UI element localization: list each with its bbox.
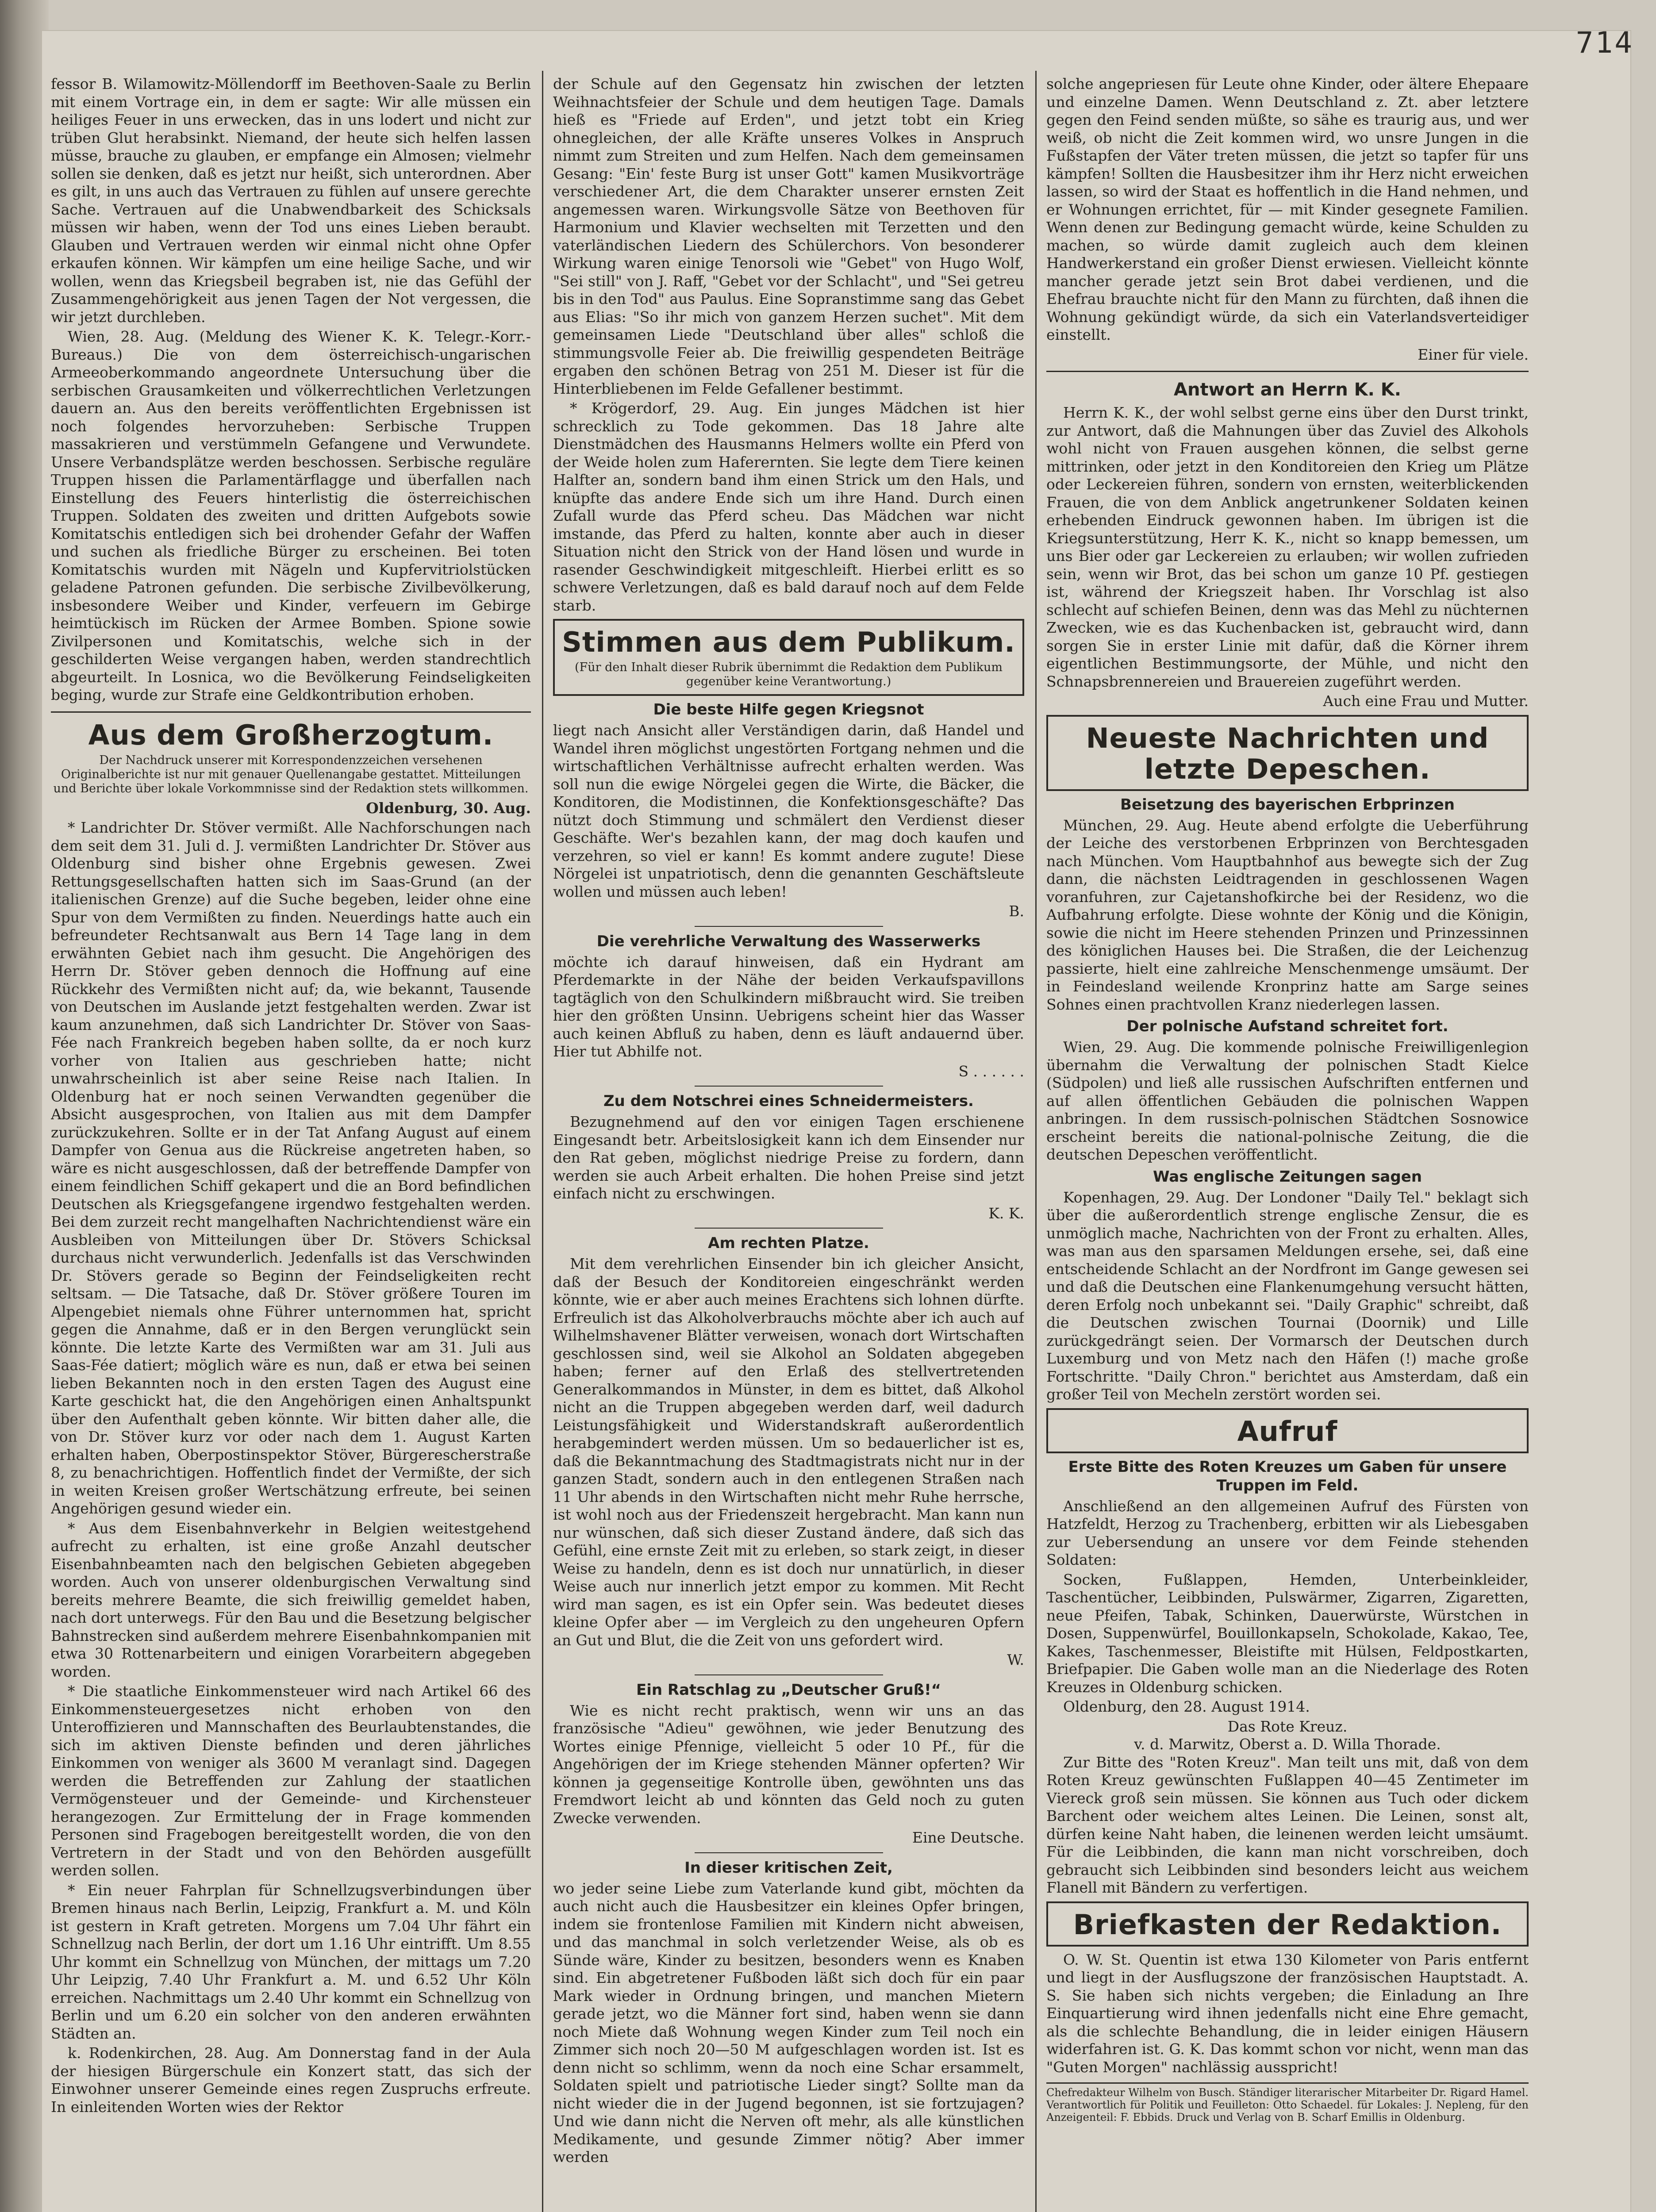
section-note: Der Nachdruck unserer mit Korrespondenzzeichen versehenen Originalberichte ist nur mit genauer Quellenangabe gestattet. Mitteilungen und Berichte über lokale Vorkommnisse sind der Redaktion stets willkommen. (53, 753, 529, 795)
column-rule-2 (1035, 71, 1037, 2212)
article-text: * Aus dem Eisenbahnverkehr in Belgien weitestgehend aufrecht zu erhalten, ist eine große Anzahl deutscher Eisenbahnbeamten nach den belgischen Gebieten abgegeben worden. Auch von unserer oldenburgischen Verwaltung sind bereits mehrere Beamte, die sich freiwillig gemeldet haben, nach dort unterwegs. Für den Bau und die Besetzung belgischer Bahnstrecken sind außerdem mehrere Eisenbahnkompanien mit etwa 30 Rottenarbeitern und einigen Vorarbeitern abgegeben worden. (51, 1519, 531, 1680)
letter-heading: Antwort an Herrn K. K. (1174, 380, 1401, 400)
appeal-subtitle: Erste Bitte des Roten Kreuzes um Gaben für unsere Truppen im Feld. (1068, 1458, 1507, 1494)
mailbox-text: O. W. St. Quentin ist etwa 130 Kilometer von Paris entfernt und liegt in der Ausflugszone der französischen Hauptstadt. A. S. Sie haben sich nichts vergeben; die Einladung an Ihre Einquartierung wird ihnen jedenfalls nicht eine Ehre gemacht, als die schlechte Behandlung, die in leider einigen Häusern widerfahren ist. G. K. Das kommt schon vor nicht, wenn man das "Guten Morgen" nachlässig ausspricht! (1046, 1951, 1529, 2076)
mailbox-box (1046, 1901, 1529, 1947)
letter-text: Wie es nicht recht praktisch, wenn wir uns an das französische "Adieu" gewöhnen, wie jeder Benutzung des Wortes einige Pfennige, vielleicht 5 oder 10 Pf., für die Angehörigen der im Kriege stehenden Männer opferten? Wir können ja gegenseitige Kontrolle üben, gewöhnten uns das Fremdwort leicht ab und könnten das Geld noch zu guten Zwecke verwenden. (553, 1701, 1024, 1827)
article-text: Wien, 28. Aug. (Meldung des Wiener K. K. Telegr.-Korr.-Bureaus.) Die von dem österreichisch-ungarischen Armeeoberkommando angeordnete Untersuchung über die serbischen Grausamkeiten und völkerrechtlichen Verletzungen dauern an. Aus den bereits veröffentlichten Ergebnissen ist noch folgendes hervorzuheben: Serbische Truppen massakrieren und verstümmeln Gefangene und Verwundete. Unsere Verbandsplätze werden beschossen. Serbische reguläre Truppen hissen die Parlamentärflagge und überfallen nach Einstellung des Feuers hinterlistig die österreichischen Truppen. Soldaten des zweiten und dritten Aufgebots sowie Komitatschis entledigen sich bei drohender Gefahr der Waffen und suchen als friedliche Bürger zu erscheinen. Bei toten Komitatschis wurden mit Nägeln und Kupfervitriolstücken geladene Patronen gefunden. Die serbische Zivilbevölkerung, insbesondere Weiber und Kinder, verfeuern im Gebirge heimtückisch im Rücken der Armee Bomben. Spione sowie Zivilpersonen und Komitatschis, welche sich in der geschilderten Weise vergangen haben, werden standrechtlich abgeurteilt. In Losnica, wo die Bevölkerung Feindseligkeiten beging, wurde zur Strafe eine Geldkontribution erhoben. (51, 328, 531, 703)
section-note: (Für den Inhalt dieser Rubrik übernimmt die Redaktion dem Publikum gegenüber keine Verantwortung.) (574, 661, 1003, 688)
letter-heading: Ein Ratschlag zu „Deutscher Gruß!“ (636, 1681, 941, 1699)
news-heading: Was englische Zeitungen sagen (1153, 1167, 1422, 1186)
appeal-date: Oldenburg, den 28. August 1914. (1063, 1698, 1310, 1715)
column-rule-1 (542, 71, 543, 2212)
section-box (553, 619, 1024, 696)
letter-text: solche angepriesen für Leute ohne Kinder, oder ältere Ehepaare und einzelne Damen. Wenn Deutschland z. Zt. aber letztere gegen den Feind senden müßte, so sähe es traurig aus, und wer weiß, ob nicht die Zeit kommen wird, wo unsre Jungen in die Fußstapfen der Väter treten müssen, die jetzt so tapfer für uns kämpfen! Sollten die Hausbesitzer ihm ihr Herz nicht erweichen lassen, so wird der Staat es hoffentlich in die Hand nehmen, und er Wohnungen errichtet, für — mit Kinder gesegnete Familien. Wenn denen zur Bedingung gemacht würde, keine Schulden zu machen, so würde damit zugleich auch dem kleinen Handwerkerstand ein großer Dienst erwiesen. Vielleicht könnte mancher gerade jetzt sein Brot dabei verdienen, und die Ehefrau brauchte nicht für den Mann zu fürchten, daß ihnen die Wohnung gekündigt würde, da sich ein Vaterlandsverteidiger einstellt. (1046, 75, 1529, 343)
imprint: Chefredakteur Wilhelm von Busch. Ständiger literarischer Mitarbeiter Dr. Rigard Hamel. Verantwortlich für Politik und Feuilleton: Otto Schaedel. für Lokales: J. Nepleng, für den Anzeigenteil: F. Ebbids. Druck und Verlag von B. Scharf Emillis in Oldenburg. (1046, 2082, 1529, 2124)
divider (695, 1852, 883, 1853)
news-box (1046, 715, 1529, 791)
divider (695, 1086, 883, 1087)
letter-text: Mit dem verehrlichen Einsender bin ich gleicher Ansicht, daß der Besuch der Konditoreien eingeschränkt werden könnte, wie er aber auch meines Erachtens sich lohnen dürfte. Erfreulich ist das Alkoholverbrauchs möchte aber ich auch auf Wilhelmshavener Blätter verweisen, wonach dort Wirtschaften geschlossen sind, weil sie Alkohol an Soldaten abgegeben haben; ferner auf den Erlaß des stellvertretenden Generalkommandos in Münster, in dem es bittet, daß Alkohol nicht an die Truppen abgegeben werden darf, weil dadurch Leistungsfähigkeit und Widerstandskraft außerordentlich herabgemindert werden müssen. Um so bedauerlicher ist es, daß die Bekanntmachung des Stadtmagistrats nicht nur in der ganzen Stadt, sondern auch in den entlegenen Straßen nach 11 Uhr abends in den Wirtschaften nicht mehr Ruhe herrsche, ist wohl noch aus der Friedenszeit hergebracht. Man kann nun nur wünschen, daß sich dieser Zustand ändere, daß sich das Gefühl, eine ernste Zeit mit zu erleben, so stark zeigt, in dieser Weise zu handeln, denn es ist doch nur unnatürlich, in dieser Weise auch nur innerlich jetzt empor zu kommen. Mit Recht wird man sagen, es ist ein Opfer sein. Was bedeutet dieses kleine Opfer aber — im Vergleich zu den ungeheuren Opfern an Gut und Blut, die die Zeit von uns gefordert wird. (553, 1255, 1024, 1649)
section-heading: Aufruf (1237, 1415, 1338, 1448)
page-number: 714 (1575, 26, 1634, 60)
letter-signature: S . . . . . . (958, 1062, 1024, 1080)
letter-heading: Zu dem Notschrei eines Schneidermeisters. (603, 1092, 974, 1110)
appeal-box (1046, 1408, 1529, 1453)
letter-signature: B. (1009, 902, 1024, 920)
letter-text: liegt nach Ansicht aller Verständigen darin, daß Handel und Wandel ihren möglichst ungestörten Fortgang nehmen und die wirtschaftlichen Verhältnisse aufrecht erhalten werden. Was soll nun die ewige Nörgelei gegen die Wirte, die Bäcker, die Konditoren, die Modistinnen, die Konfektionsgeschäfte? Das nützt doch Stimmung und schmälert den Verdienst dieser Geschäfte. Wer's bezahlen kann, der mag doch kaufen und verzehren, so viel er kann! Es kommt andere zugute! Diese Nörgelei ist unpatriotisch, denn die genannten Geschäftsleute wollen und müssen auch leben! (553, 722, 1024, 900)
divider (695, 1228, 883, 1229)
news-text: Wien, 29. Aug. Die kommende polnische Freiwilligenlegion übernahm die Verwaltung der polnischen Stadt Kielce (Südpolen) und ließ alle russischen Aufschriften entfernen und auf allen öffentlichen Gebäuden die polnischen Wappen anbringen. In dem russisch-polnischen Städtchen Sosnowice erscheint bereits die national-polnische Zeitung, die die deutschen Depeschen veröffentlicht. (1046, 1038, 1529, 1163)
letter-heading: Die verehrliche Verwaltung des Wasserwerks (596, 932, 981, 950)
letter-heading: Am rechten Platze. (708, 1234, 869, 1252)
article-text: * Die staatliche Einkommensteuer wird nach Artikel 66 des Einkommensteuergesetzes nicht erhoben von den Unteroffizieren und Mannschaften des Beurlaubtenstandes, die sich im aktiven Dienste befinden und deren jährliches Einkommen von weniger als 3600 M veranlagt sind. Dagegen werden die Betreffenden zur Zahlung der staatlichen Vermögensteuer und der Gemeinde- und Kirchensteuer herangezogen. Zur Ermittelung der in Frage kommenden Personen sind Fragebogen bereitgestellt worden, die von den Vertretern in der Stadt und von den Behörden ausgefüllt werden sollen. (51, 1682, 531, 1879)
section-heading: Aus dem Großherzogtum. (88, 718, 494, 751)
article-text: der Schule auf den Gegensatz hin zwischen der letzten Weihnachtsfeier der Schule und dem heutigen Tage. Damals hieß es "Friede auf Erden", und jetzt tobt ein Krieg ohnegleichen, der alle Kräfte unseres Volkes in Anspruch nimmt zum Streiten und zum Helfen. Nach dem gemeinsamen Gesang: "Ein' feste Burg ist unser Gott" kamen Musikvorträge verschiedener Art, die dem Charakter unserer ernsten Zeit angemessen waren. Wirkungsvolle Sätze von Beethoven für Harmonium und Klavier wechselten mit Terzetten und den vaterländischen Liedern des Schülerchors. Von besonderer Wirkung waren einige Tenorsoli wie "Gebet" von Hugo Wolf, "Sei still" von J. Raff, "Gebet vor der Schlacht", und "Sei getreu bis in den Tod" aus Paulus. Eine Sopranstimme sang das Gebet aus Elias: "So ihr mich von ganzem Herzen suchet". Mit dem gemeinsamen Liede "Deutschland über alles" schloß die stimmungsvolle Feier ab. Die freiwillig gespendeten Beiträge ergaben den schönen Betrag von 251 M. Dieser ist für die Hinterbliebenen im Felde Gefallener bestimmt. (553, 75, 1024, 397)
divider (1046, 371, 1529, 372)
letter-text: wo jeder seine Liebe zum Vaterlande kund gibt, möchten da auch nicht auch die Hausbesitzer ein kleines Opfer bringen, indem sie frontenlose Familien mit Kindern nicht abweisen, und das manchmal in solch verletzender Weise, als ob es Sünde wäre, Kinder zu besitzen, besonders wenn es Knaben sind. Ein abgetretener Fußboden läßt sich doch für ein paar Mark wieder in Ordnung bringen, und manchen Mietern gerade jetzt, wo die Männer fort sind, haben wenn sie dann noch Miete daß Wohnung wegen Kinder zum Teil noch ein Zimmer sich noch 20—50 M aufgeschlagen worden ist. Ist es denn nicht so schlimm, wenn da noch eine Schar ersammelt, Soldaten spielt und patriotische Lieder singt? Sollte man da nicht wieder die in der Jugend begonnen, ist sie fortzujagen? Und wie dann nicht die Nerven oft mehr, als alle künstlichen Medikamente, und gesunde Zimmer nötig? Aber immer werden (553, 1879, 1024, 2166)
section-heading: Stimmen aus dem Publikum. (562, 626, 1015, 658)
appeal-signers: v. d. Marwitz, Oberst a. D. Willa Thorade. (1134, 1736, 1441, 1753)
letter-text: Bezugnehmend auf den vor einigen Tagen erschienene Eingesandt betr. Arbeitslosigkeit kann ich dem Einsender nur den Rat geben, möglichst niedrige Preise zu fordern, dann werden sie auch Arbeit erhalten. Die hohen Preise sind jetzt einfach nicht zu erschwingen. (553, 1113, 1024, 1202)
letter-text: möchte ich darauf hinweisen, daß ein Hydrant am Pferdemarkte in der Nähe der beiden Verkaufspavillons tagtäglich von den Schulkindern mißbraucht wird. Sie treiben hier den größten Unsinn. Uebrigens scheint hier das Wasser auch keinen Abfluß zu haben, denn es läuft andauernd über. Hier tut Abhilfe not. (553, 953, 1024, 1060)
news-text: München, 29. Aug. Heute abend erfolgte die Ueberführung der Leiche des verstorbenen Erbprinzen von Berchtesgaden nach München. Vom Hauptbahnhof aus bewegte sich der Zug dann, die nächsten Leidtragenden in geschlossenen Wagen voranfuhren, zur Cajetanshofkirche bei der Residenz, wo die Aufbahrung erfolgte. Diese wohnte der König und die Königin, sowie die nicht im Heere stehenden Prinzen und Prinzessinnen des königlichen Hauses bei. Die Straßen, die der Leichenzug passierte, hielt eine zahlreiche Menschenmenge umsäumt. Der in Feindesland weilende Kronprinz hatte am Sarge seines Sohnes einen prachtvollen Kranz niederlegen lassen. (1046, 816, 1529, 1013)
news-heading: Beisetzung des bayerischen Erbprinzen (1120, 795, 1455, 814)
article-text: fessor B. Wilamowitz-Möllendorff im Beethoven-Saale zu Berlin mit einem Vortrage ein, in dem er sagte: Wir alle müssen ein heiliges Feuer in uns erwecken, das in uns lodert und nicht zur trüben Glut herabsinkt. Niemand, der heute sich helfen lassen müsse, brauche zu glauben, er empfange ein Almosen; vielmehr sollen sie denken, daß es jetzt nur heißt, sich unterordnen. Aber es gilt, in uns auch das Vertrauen zu fühlen auf unsere gerechte Sache. Vertrauen auf die Unabwendbarkeit des Schicksals müssen wir haben, wenn der Tod uns eines Lieben beraubt. Glauben und Vertrauen werden wir einmal nicht ohne Opfer erkaufen können. Wir kämpfen um eine heilige Sache, und wir wollen, wenn das Kriegsbeil begraben ist, nie das Gefühl der Zusammengehörigkeit aus jenen Tagen der Not vergessen, die wir jetzt durchleben. (51, 75, 531, 326)
letter-heading: Die beste Hilfe gegen Kriegsnot (653, 701, 924, 718)
letter-signature: K. K. (988, 1204, 1024, 1222)
letter-signature: Auch eine Frau und Mutter. (1323, 692, 1529, 710)
news-text: Kopenhagen, 29. Aug. Der Londoner "Daily Tel." beklagt sich über die außerordentlich strenge englische Zensur, die es unmöglich mache, Nachrichten von der Front zu erhalten. Alles, was man aus den sparsamen Meldungen ersehe, sei, daß eine entscheidende Schlacht an der Nordfront im Gange gewesen sei und daß die Deutschen eine Flankenumgehung versucht hätten, deren Erfolg noch unbekannt sei. "Daily Graphic" schreibt, daß die Deutschen zwischen Tournai (Doornik) und Lille zurückgedrängt seien. Der Vormarsch der Deutschen durch Luxemburg und von Metz nach den Häfen (!) mache große Fortschritte. "Daily Chron." berichtet aus Amsterdam, daß ein großer Teil von Mecheln zerstört worden sei. (1046, 1188, 1529, 1403)
dateline: Oldenburg, 30. Aug. (366, 799, 531, 817)
article-text: k. Rodenkirchen, 28. Aug. Am Donnerstag fand in der Aula der hiesigen Bürgerschule ein Konzert statt, das sich der Einwohner unserer Gemeinde eines regen Zuspruchs erfreute. In einleitenden Worten wies der Rektor (51, 2044, 531, 2116)
section-heading: Briefkasten der Redaktion. (1073, 1908, 1502, 1941)
letter-signature: Eine Deutsche. (912, 1829, 1024, 1846)
book-spine-shadow (0, 0, 49, 2212)
article-text: * Krögerdorf, 29. Aug. Ein junges Mädchen ist hier schrecklich zu Tode gekommen. Das 18 Jahre alte Dienstmädchen des Hausmanns Helmers wollte ein Pferd von der Weide holen zum Haferernten. Sie legte dem Tiere keinen Halfter an, sondern band ihm einen Strick um den Hals, und knüpfte das andere Ende sich um ihre Hand. Durch einen Zufall wurde das Pferd scheu. Das Mädchen war nicht imstande, das Pferd zu halten, konnte aber auch in dieser Situation nicht den Strick von der Hand lösen und wurde in rasender Geschwindigkeit mitgeschleift. Hierbei erlitt es so schwere Verletzungen, daß es bald darauf noch auf dem Felde starb. (553, 399, 1024, 614)
letter-text: Herrn K. K., der wohl selbst gerne eins über den Durst trinkt, zur Antwort, daß die Mahnungen über das Zuviel des Alkohols wohl nicht von Frauen ausgehen können, die selbst gerne mittrinken, oder jetzt in den Konditoreien den Krieg um Plätze oder Leckereien führen, sondern von ernsten, weiterblickenden Frauen, die von dem Anblick angetrunkener Soldaten keinen erhebenden Eindruck gewonnen haben. Im übrigen ist die Kriegsunterstützung, Herr K. K., nicht so knapp bemessen, um uns Bier oder gar Leckereien zu erlauben; wir wollen zufrieden sein, wenn wir Brot, das bei schon um ganze 10 Pf. gestiegen ist, während der Kriegszeit haben. Ihr Vorschlag ist also schlecht auf schiefen Beinen, denn was das Mehl zu nüchternen Zwecken, wie es das Kuchenbacken ist, gebraucht wird, dann sorgen Sie in erster Linie mit dafür, daß die Körner ihrem eigentlichen Bestimmungsorte, der Mühle, und nicht den Schnapsbrennereien und Brauereien zugeführt werden. (1046, 404, 1529, 690)
letter-signature: W. (1007, 1651, 1024, 1668)
divider (695, 1674, 883, 1675)
section-heading: Neueste Nachrichten und letzte Depeschen. (1086, 722, 1489, 785)
article-text: * Ein neuer Fahrplan für Schnellzugsverbindungen über Bremen hinaus nach Berlin, Leipzig, Frankfurt a. M. und Köln ist gestern in Kraft getreten. Morgens um 7.04 Uhr fährt ein Schnellzug nach Berlin, der dort um 1.16 Uhr eintrifft. Um 8.55 Uhr kommt ein Schnellzug von München, der mittags um 7.20 Uhr Leipzig, 7.40 Uhr Frankfurt a. M. und 6.52 Uhr Köln erreichen. Nachmittags um 2.40 Uhr kommt ein Schnellzug von Berlin und um 6.20 ein solcher von den anderen erwähnten Städten an. (51, 1881, 531, 2042)
appeal-text: Zur Bitte des "Roten Kreuz". Man teilt uns mit, daß von dem Roten Kreuz gewünschten Fußlappen 40—45 Zentimeter im Viereck groß sein müssen. Sie können aus Tuch oder dickem Barchent oder weichem altes Leinen. Die Leinen, sonst alt, dürfen keine Naht haben, die leinenen werden leicht umsäumt. Für die Leibbinden, die kann man nicht vorschreiben, doch gebraucht sich Leibbinden sind besonders leicht aus weichem Flanell mit Bändern zu verfertigen. (1046, 1753, 1529, 1896)
section-divider (51, 711, 531, 713)
letter-heading: In dieser kritischen Zeit, (684, 1859, 893, 1877)
appeal-org: Das Rote Kreuz. (1227, 1717, 1348, 1735)
article-text: * Landrichter Dr. Stöver vermißt. Alle Nachforschungen nach dem seit dem 31. Juli d. J. vermißten Landrichter Dr. Stöver aus Oldenburg sind bisher ohne Ergebnis gewesen. Zwei Rettungsgesellschaften hatten sich im Saas-Grund (an der italienischen Grenze) auf die Suche begeben, leider ohne eine Spur von dem Vermißten zu finden. Neuerdings hatte auch ein befreundeter Rechtsanwalt aus Bern 14 Tage lang in dem erwähnten Gebiet nach ihm gesucht. Die Angehörigen des Herrn Dr. Stöver geben dennoch die Hoffnung auf eine Rückkehr des Vermißten nicht auf; da, wie bekannt, Tausende von Deutschen im Auslande jetzt festgehalten werden. Zwar ist kaum anzunehmen, daß sich Landrichter Dr. Stöver von Saas-Fée nach Frankreich begeben haben sollte, da er noch kurz vorher von Italien aus geschrieben hatte; nicht unwahrscheinlich ist aber seine Reise nach Italien. In Oldenburg hat er noch seinen Verwandten gegenüber die Absicht ausgesprochen, von Italien aus mit dem Dampfer zurückzukehren. Sollte er in der Tat Anfang August auf einem Dampfer von Genua aus die Rückreise angetreten haben, so wäre es nicht ausgeschlossen, daß der betreffende Dampfer von einem feindlichen Schiff gekapert und die an Bord befindlichen Deutschen als Kriegsgefangene irgendwo festgehalten werden. Bei dem zurzeit recht mangelhaften Nachrichtendienst wäre ein Ausbleiben von Mitteilungen über Dr. Stövers Schicksal durchaus nicht verwunderlich. Jedenfalls ist das Verschwinden Dr. Stövers gerade so Beginn der Feindseligkeiten recht seltsam. — Die Tatsache, daß Dr. Stöver größere Touren im Alpengebiet niemals ohne Führer unternommen hat, spricht gegen die Annahme, daß er in den Bergen verunglückt sein könnte. Die letzte Karte des Vermißten war am 31. Juli aus Saas-Fée datiert; möglich wäre es nun, daß er etwa bei seinen lieben Bekannten noch in den ersten Tagen des August eine Karte geschickt hat, die den Angehörigen einen Anhaltspunkt über den Aufenthalt geben könnte. Wir bitten daher alle, die von Dr. Stöver kurz vor oder nach dem 1. August Karten erhalten haben, Oberpostinspektor Stöver, Bürgerescherstraße 8, zu benachrichtigen. Hoffentlich findet der Vermißte, der sich in weiten Kreisen großer Wertschätzung erfreute, bei seinen Angehörigen gesund wieder ein. (51, 819, 531, 1517)
news-heading: Der polnische Aufstand schreitet fort. (1126, 1018, 1449, 1035)
divider (695, 926, 883, 927)
column-3 (1046, 75, 1529, 2212)
letter-signature: Einer für viele. (1418, 346, 1529, 363)
column-1 (51, 75, 531, 2212)
column-2 (553, 75, 1024, 2212)
appeal-list: Socken, Fußlappen, Hemden, Unterbeinkleider, Taschentücher, Leibbinden, Pulswärmer, Zigarren, Zigaretten, neue Pfeifen, Tabak, Schinken, Dauerwürste, Würstchen in Dosen, Suppenwürfel, Bouillonkapseln, Schokolade, Kakao, Tee, Kakes, Taschenmesser, Bleistifte mit Hülsen, Feldpostkarten, Briefpapier. Die Gaben wolle man an die Niederlage des Roten Kreuzes in Oldenburg schicken. (1046, 1571, 1529, 1696)
appeal-text: Anschließend an den allgemeinen Aufruf des Fürsten von Hatzfeldt, Herzog zu Trachenberg, erbitten wir als Liebesgaben zur Uebersendung an unsere vor dem Feinde stehenden Soldaten: (1046, 1497, 1529, 1568)
